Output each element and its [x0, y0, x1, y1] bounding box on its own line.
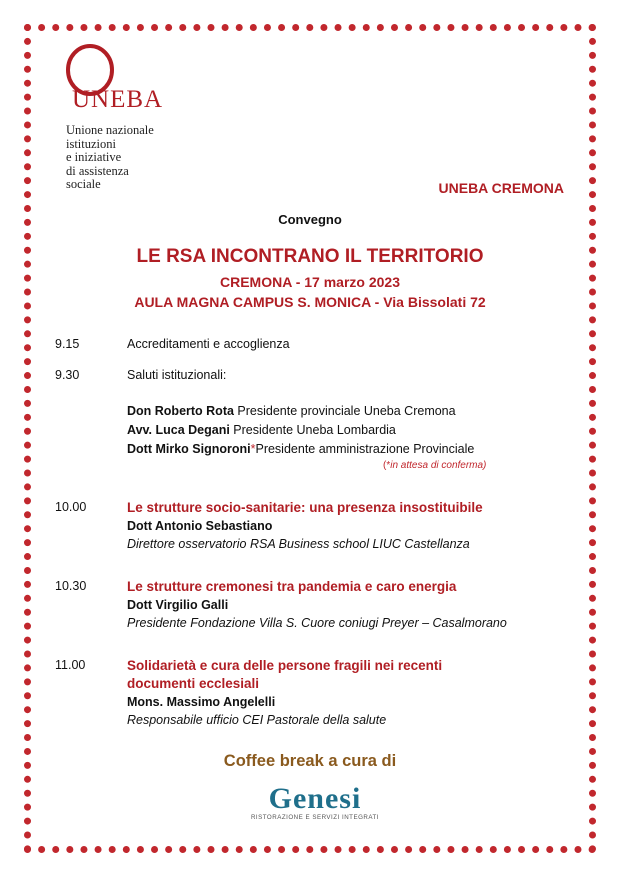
- talk-title: Solidarietà e cura delle persone fragili nei recenti: [127, 658, 443, 673]
- greeting-speaker: [127, 404, 456, 418]
- program-text: Saluti istituzionali:: [127, 368, 227, 382]
- program-time: 9.30: [55, 368, 80, 382]
- sponsor-tagline: RISTORAZIONE E SERVIZI INTEGRATI: [250, 814, 380, 821]
- speaker-name: Avv. Luca Degani: [127, 423, 230, 437]
- talk-title: Le strutture cremonesi tra pandemia e caro energia: [127, 579, 457, 594]
- page-title: LE RSA INCONTRANO IL TERRITORIO: [136, 246, 484, 267]
- speaker-name: Dott Mirko Signoroni: [127, 442, 251, 456]
- program-time: 9.15: [55, 337, 80, 351]
- speaker-name: Don Roberto Rota: [127, 404, 234, 418]
- talk-time: 10.30: [55, 579, 87, 593]
- greeting-speaker: [127, 423, 396, 437]
- talk-content: [127, 499, 547, 553]
- talk-content: [127, 578, 547, 632]
- coffee-break: Coffee break a cura di: [223, 752, 397, 770]
- talk-content: [127, 657, 547, 729]
- talk-title: Le strutture socio-sanitarie: una presenza insostituibile: [127, 500, 483, 515]
- sponsor-name: Genesi: [268, 782, 362, 815]
- genesi-logo: [250, 782, 380, 832]
- talk-role: Direttore osservatorio RSA Business school LIUC Castellanza: [127, 537, 470, 551]
- event-type: Convegno: [278, 212, 342, 227]
- talk-speaker: Dott Virgilio Galli: [127, 598, 229, 612]
- talk-title: documenti ecclesiali: [127, 676, 260, 691]
- speaker-role: Presidente amministrazione Provinciale: [255, 442, 475, 456]
- uneba-logo: [62, 40, 202, 200]
- unconfirmed-star: *: [250, 442, 256, 456]
- talk-time: 11.00: [55, 658, 86, 672]
- confirmation-note: (*in attesa di conferma): [383, 460, 487, 471]
- greeting-speaker: [127, 442, 474, 456]
- speaker-role: Presidente Uneba Lombardia: [229, 423, 396, 437]
- talk-speaker: Dott Antonio Sebastiano: [127, 519, 273, 533]
- venue-line: AULA MAGNA CAMPUS S. MONICA - Via Bissolati 72: [134, 294, 486, 310]
- logo-wordmark: UNEBA: [72, 86, 164, 113]
- organization-name: UNEBA CREMONA: [438, 180, 564, 196]
- date-line: CREMONA - 17 marzo 2023: [220, 274, 400, 290]
- talk-time: 10.00: [55, 500, 87, 514]
- talk-role: Presidente Fondazione Villa S. Cuore coniugi Preyer – Casalmorano: [127, 616, 507, 630]
- program-text: Accreditamenti e accoglienza: [127, 337, 290, 351]
- talk-speaker: Mons. Massimo Angelelli: [127, 695, 276, 709]
- logo-description: Unione nazionale istituzioni e iniziative di assistenza sociale: [66, 123, 154, 191]
- speaker-role: Presidente provinciale Uneba Cremona: [233, 404, 456, 418]
- talk-role: Responsabile ufficio CEI Pastorale della salute: [127, 713, 387, 727]
